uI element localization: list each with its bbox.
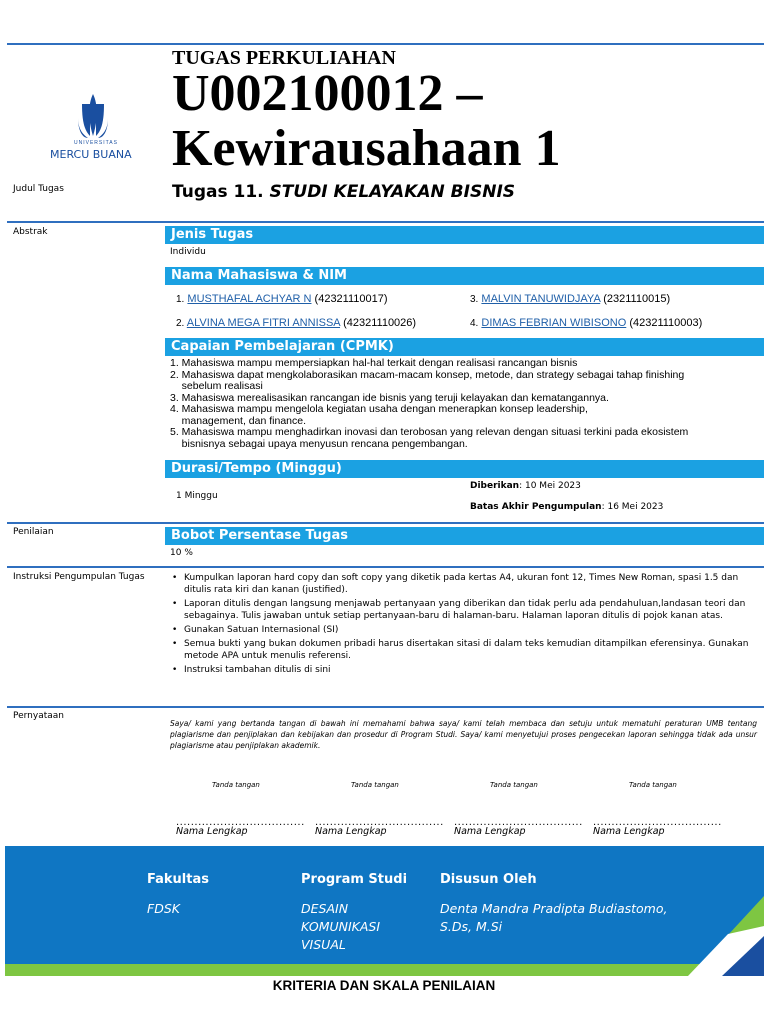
- assignment-prefix: Tugas 11.: [172, 182, 264, 202]
- label-abstrak: Abstrak: [13, 227, 48, 237]
- assignment-name: STUDI KELAYAKAN BISNIS: [269, 182, 516, 202]
- cpmk-item: 1. Mahasiswa mampu mempersiapkan hal-hal terkait dengan realisasi rancangan bisnis: [170, 357, 578, 369]
- top-divider: [7, 43, 764, 45]
- cpmk-item: 5. Mahasiswa mampu menghadirkan inovasi dan terobosan yang relevan dengan situasi terkini pada ekosistem: [170, 426, 689, 438]
- footer-disusun-value: Denta Mandra Pradipta Budiastomo, S.Ds, M.Si: [440, 901, 668, 934]
- jenis-tugas-value: Individu: [170, 247, 206, 257]
- section-bobot: Bobot Persentase Tugas: [165, 527, 764, 545]
- course-name: Kewirausahaan 1: [172, 120, 561, 177]
- divider-penilaian: [7, 522, 764, 524]
- logo-name-text: MERCU BUANA: [50, 148, 132, 161]
- signature-block-1: Tanda tangan ................................... Nama Lengkap: [176, 781, 305, 837]
- logo-university-text: UNIVERSITAS: [74, 140, 118, 146]
- label-instruksi: Instruksi Pengumpulan Tugas: [13, 572, 145, 582]
- instruction-item: • Instruksi tambahan ditulis di sini: [172, 664, 757, 676]
- member-4-name[interactable]: DIMAS FEBRIAN WIBISONO: [481, 317, 627, 329]
- member-3: 3. MALVIN TANUWIDJAYA (2321110015): [470, 293, 671, 305]
- footer-fakultas-value: FDSK: [147, 901, 180, 916]
- signature-block-2: Tanda tangan ................................... Nama Lengkap: [315, 781, 444, 837]
- cpmk-item: 4. Mahasiswa mampu mengelola kegiatan usaha dengan menerapkan konsep leadership,: [170, 403, 588, 415]
- instruction-list: [172, 572, 757, 678]
- instruction-item: • Kumpulkan laporan hard copy dan soft copy yang diketik pada kertas A4, ukuran font 12, Times New Roman, spasi 1.5 dan ditulis rata kiri dan kanan (justified).: [172, 572, 757, 596]
- member-2: 2. ALVINA MEGA FITRI ANNISSA (42321110026): [176, 317, 417, 329]
- statement-text: Saya/ kami yang bertanda tangan di bawah ini memahami bahwa saya/ kami telah membaca dan setuju untuk mematuhi peraturan UMB tentang plagiarisme dan penjiplakan dan kebijakan dan prosedur di Program Studi. Saya/ kami menyetujui proses pengecekan laporan sehingga tidak ada unsur plagiarisme atau penjiplakan akademik.: [170, 719, 757, 750]
- section-durasi: Durasi/Tempo (Minggu): [165, 460, 764, 478]
- section-jenis-tugas: Jenis Tugas: [165, 226, 764, 244]
- cpmk-item: management, dan finance.: [170, 414, 307, 427]
- signature-block-4: Tanda tangan ................................... Nama Lengkap: [593, 781, 722, 837]
- label-judul-tugas: Judul Tugas: [13, 184, 64, 194]
- corner-decoration-icon: [688, 896, 764, 976]
- footer-fakultas-label: Fakultas: [147, 872, 209, 887]
- cpmk-item: 2. Mahasiswa dapat mengkolaborasikan macam-macam konsep, metode, dan strategy sebagai tahap finishing: [170, 368, 685, 381]
- member-4: 4. DIMAS FEBRIAN WIBISONO (42321110003): [470, 317, 703, 329]
- cpmk-item: sebelum realisasi: [170, 380, 263, 392]
- member-3-name[interactable]: MALVIN TANUWIDJAYA: [481, 293, 601, 305]
- label-pernyataan: Pernyataan: [13, 711, 64, 721]
- footer-prodi-label: Program Studi: [301, 872, 408, 887]
- section-nama-nim: Nama Mahasiswa & NIM: [165, 267, 764, 285]
- signature-block-3: Tanda tangan ................................... Nama Lengkap: [454, 781, 583, 837]
- instruction-item: • Semua bukti yang bukan dokumen pribadi harus disertakan sitasi di dalam teks kemudian ditampilkan eferensinya. Gunakan metode APA untuk menulis referensi.: [172, 638, 757, 662]
- cpmk-item: 3. Mahasiswa merealisasikan rancangan ide bisnis yang teruji kelayakan dan kematangannya.: [170, 391, 609, 404]
- bobot-value: 10 %: [170, 548, 193, 558]
- cpmk-list: [170, 358, 760, 450]
- footer-prodi-value: DESAIN KOMUNIKASI VISUAL: [301, 901, 381, 952]
- instruction-item: • Gunakan Satuan Internasional (SI): [172, 624, 757, 636]
- member-2-name[interactable]: ALVINA MEGA FITRI ANNISSA: [186, 317, 341, 329]
- footer-green-stripe: [5, 964, 764, 976]
- divider-pernyataan: [7, 706, 764, 708]
- label-penilaian: Penilaian: [13, 527, 54, 537]
- divider-abstrak: [7, 221, 764, 223]
- university-logo: [44, 90, 142, 162]
- course-code: U002100012 –: [172, 65, 483, 122]
- diberikan: Diberikan: 10 Mei 2023: [470, 481, 581, 491]
- instruction-item: • Laporan ditulis dengan langsung menjawab pertanyaan yang diberikan dan tidak perlu ada pendahuluan,landasan teori dan sebagainya. Tulis jawaban untuk setiap pertanyaan-baru di halaman-baru. Halaman laporan ditulis di pojok kanan atas.: [172, 598, 757, 622]
- member-1: 1. MUSTHAFAL ACHYAR N (42321110017): [176, 293, 388, 305]
- member-1-name[interactable]: MUSTHAFAL ACHYAR N: [187, 293, 312, 305]
- cpmk-item: bisnisnya sebagai upaya menyusun rencana pengembangan.: [170, 437, 468, 450]
- durasi-value: 1 Minggu: [176, 491, 218, 501]
- footer-panel: [5, 846, 764, 964]
- pre-title: TUGAS PERKULIAHAN: [172, 47, 396, 69]
- assignment-title: [172, 182, 515, 202]
- bottom-title: KRITERIA DAN SKALA PENILAIAN: [272, 978, 496, 993]
- divider-instruksi: [7, 566, 764, 568]
- batas-akhir: Batas Akhir Pengumpulan: 16 Mei 2023: [470, 502, 664, 512]
- footer-disusun-label: Disusun Oleh: [440, 872, 537, 887]
- section-cpmk: Capaian Pembelajaran (CPMK): [165, 338, 764, 356]
